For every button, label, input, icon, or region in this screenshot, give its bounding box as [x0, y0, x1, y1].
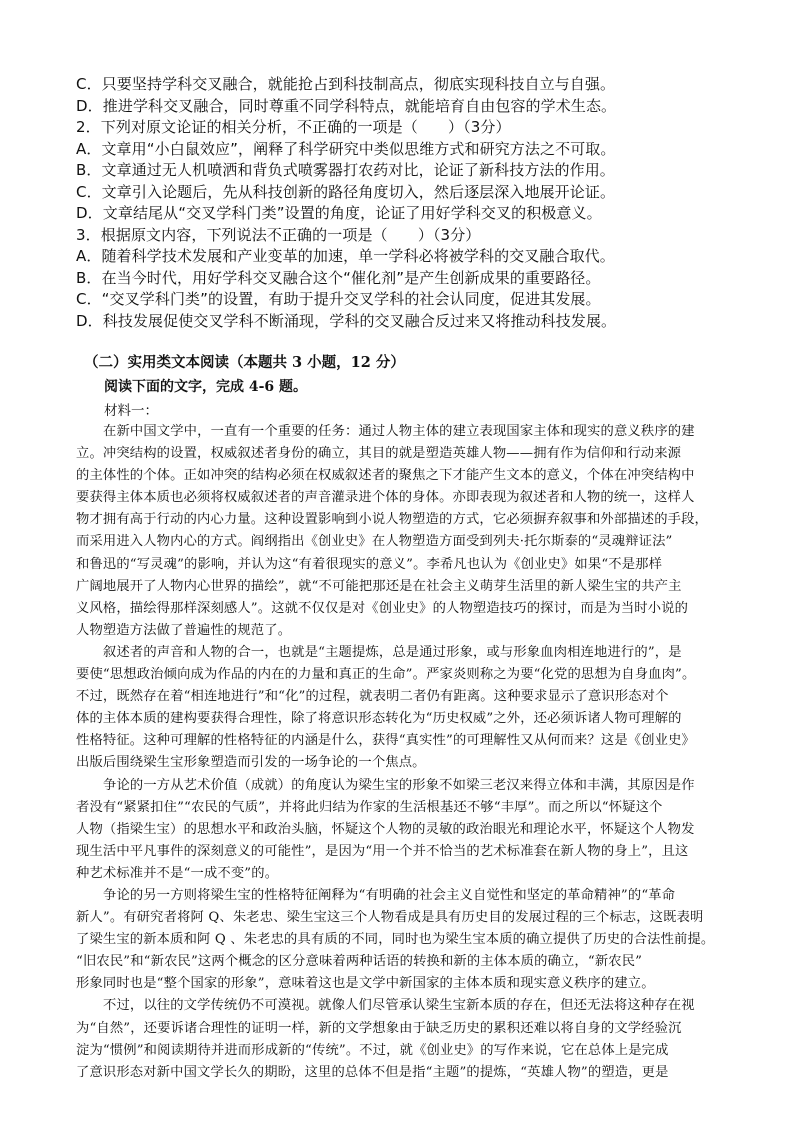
- option-line: D．文章结尾从“交叉学科门类”设置的角度，论证了用好学科交叉的积极意义。: [76, 204, 602, 222]
- passage-line: 不过，以往的文学传统仍不可漠视。就像人们尽管承认梁生宝新本质的存在，但还无法将这种存在视: [103, 998, 695, 1014]
- passage-line: “旧农民”和“新农民”这两个概念的区分意味着两种话语的转换和新的主体本质的确立，“新农民”: [76, 954, 643, 970]
- passage-line: 种艺术标准并不是“一成不变”的。: [76, 865, 279, 881]
- passage-line: 为“自然”，还要诉诸合理性的证明一样，新的文学想象由于缺乏历史的累积还难以将自身的文学经验沉: [76, 1020, 682, 1036]
- passage-line: 者没有“紧紧扣住”“农民的气质”，并将此归结为作家的生活根基还不够“丰厚”。而之所以“怀疑这个: [76, 799, 663, 815]
- section-heading: （二）实用类文本阅读（本题共 3 小题，12 分）: [84, 354, 405, 371]
- passage-line: 和鲁迅的“写灵魂”的影响，并认为这“有着很现实的意义”。李希凡也认为《创业史》如果“不是那样: [76, 556, 663, 572]
- passage-line: 淀为“惯例”和阅读期待并进而形成新的“传统”。不过，就《创业史》的写作来说，它在总体上是完成: [76, 1042, 669, 1058]
- passage-line: 形象同时也是“整个国家的形象”，意味着这也是文学中新国家的主体本质和现实意义秩序的建立。: [76, 976, 655, 992]
- passage-line: 新人”。有研究者将阿 Q、朱老忠、梁生宝这三个人物看成是具有历史目的发展过程的三个标志，这既表明: [76, 910, 704, 926]
- passage-line: 义风格，描绘得那样深刻感人”。这就不仅仅是对《创业史》的人物塑造技巧的探讨，而是为当时小说的: [76, 600, 689, 616]
- passage-line: 争论的一方从艺术价值（成就）的角度认为梁生宝的形象不如梁三老汉来得立体和丰满，其原因是作: [103, 777, 695, 793]
- option-line: D．科技发展促使交叉学科不断涌现，学科的交叉融合反过来又将推动科技发展。: [76, 311, 617, 330]
- passage-line: 了梁生宝的新本质和阿 Q 、朱老忠的具有质的不同，同时也为梁生宝本质的确立提供了历史的合法性前提。: [76, 932, 715, 948]
- passage-line: 要使“思想政治倾向成为作品的内在的力量和真正的生命”。严家炎则称之为要“化党的思想为自身血肉”。: [76, 667, 696, 683]
- option-line: A．随着科学技术发展和产业变革的加速，单一学科必将被学科的交叉融合取代。: [76, 247, 615, 265]
- passage-body: [76, 421, 716, 1084]
- passage-line: 物才拥有高于行动的内心力量。这种设置影响到小说人物塑造的方式，它必须摒弃叙事和外部描述的手段，: [76, 512, 709, 528]
- passage-line: 出版后围绕梁生宝形象塑造而引发的一场争论的一个焦点。: [76, 755, 426, 771]
- passage-line: 叙述者的声音和人物的合一，也就是“主题提炼，总是通过形象，或与形象血肉相连地进行的”，是: [103, 644, 682, 660]
- material-label: 材料一：: [104, 403, 158, 419]
- reading-instruction: 阅读下面的文字，完成 4-6 题。: [104, 379, 308, 395]
- option-line: C．文章引入论题后，先从科技创新的路径角度切入，然后逐层深入地展开论证。: [76, 182, 616, 201]
- passage-line: 人物（指梁生宝）的思想水平和政治头脑，怀疑这个人物的灵敏的政治眼光和理论水平，怀疑这个人物发: [76, 821, 695, 837]
- passage-line: 了意识形态对新中国文学长久的期盼，这里的总体不但是指“主题”的提炼，“英雄人物”的塑造，更是: [76, 1064, 669, 1080]
- question-options-block: [76, 74, 726, 332]
- passage-line: 争论的另一方则将梁生宝的性格特征阐释为“有明确的社会主义自觉性和坚定的革命精神”的“革命: [103, 887, 676, 903]
- question-stem: 2．下列对原文论证的相关分析，不正确的一项是（ ）（3分）: [76, 118, 511, 136]
- option-line: B．在当今时代，用好学科交叉融合这个“催化剂”是产生创新成果的重要路径。: [76, 268, 601, 287]
- passage-line: 体的主体本质的建构要获得合理性，除了将意识形态转化为“历史权威”之外，还必须诉诸人物可理解的: [76, 711, 682, 727]
- option-line: C．只要坚持学科交叉融合，就能抢占到科技制高点，彻底实现科技自立与自强。: [76, 75, 616, 93]
- passage-line: 不过，既然存在着“相连地进行”和“化”的过程，就表明二者仍有距离。这种要求显示了意识形态对个: [76, 689, 669, 705]
- passage-line: 性格特征。这种可理解的性格特征的内涵是什么，获得“真实性”的可理解性又从何而来？这是《创业史》: [76, 733, 696, 749]
- passage-line: 广阔地展开了人物内心世界的描绘”，就“不可能把那还是在社会主义萌芽生活里的新人梁生宝的共产主: [76, 578, 682, 594]
- option-line: A．文章用“小白鼠效应”，阐释了科学研究中类似思维方式和研究方法之不可取。: [76, 139, 616, 158]
- passage-line: 立。冲突结构的设置，权威叙述者身份的确立，其目的就是塑造英雄人物——拥有作为信仰和行动来源: [76, 446, 682, 462]
- option-line: C．“交叉学科门类”的设置，有助于提升交叉学科的社会认同度，促进其发展。: [76, 290, 601, 308]
- passage-line: 在新中国文学中，一直有一个重要的任务：通过人物主体的建立表现国家主体和现实的意义秩序的建: [103, 424, 695, 439]
- question-stem: 3．根据原文内容，下列说法不正确的一项是（ ）（3分）: [76, 225, 481, 244]
- passage-line: 的主体性的个体。正如冲突的结构必须在权威叙述者的聚焦之下才能产生文本的意义，个体在冲突结构中: [76, 468, 695, 484]
- passage-line: 现生活中平凡事件的深刻意义的可能性”，是因为“用一个并不恰当的艺术标准套在新人物的身上”，且这: [76, 843, 689, 859]
- option-line: D．推进学科交叉融合，同时尊重不同学科特点，就能培育自由包容的学术生态。: [76, 96, 617, 115]
- passage-line: 而采用进入人物内心的方式。阎纲指出《创业史》在人物塑造方面受到列夫·托尔斯泰的“灵魂辩证法”: [76, 534, 673, 550]
- passage-line: 人物塑造方法做了普遍性的规范了。: [76, 622, 292, 638]
- option-line: B．文章通过无人机喷洒和背负式喷雾器打农药对比，论证了新科技方法的作用。: [76, 161, 615, 179]
- passage-line: 要获得主体本质也必须将权威叙述者的声音灌录进个体的身体。亦即表现为叙述者和人物的统一，这样人: [76, 490, 695, 506]
